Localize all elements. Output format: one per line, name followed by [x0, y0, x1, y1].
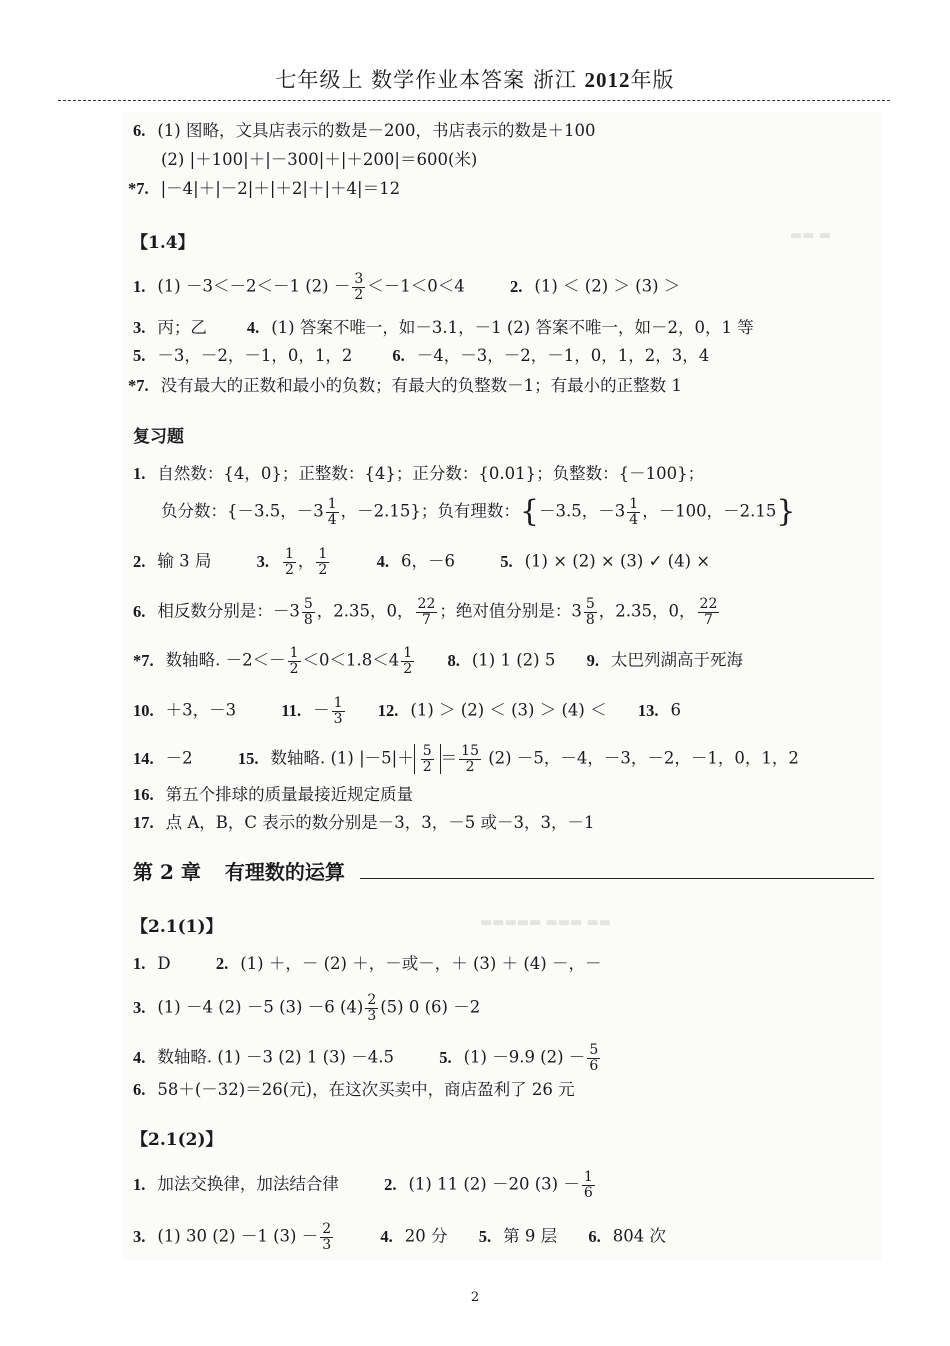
answer-line: *7. |－4|＋|－2|＋|＋2|＋|＋4|＝12 — [128, 179, 401, 198]
answer-line: 1. (1) －3＜－2＜－1 (2) － $\frac{3}{2}$ ＜－1＜0＜4 2. (1) ＜ (2) ＞ (3) ＞ — [133, 271, 681, 303]
page-header — [0, 64, 950, 94]
answer-line: 1. D 2. (1) ＋，－ (2) ＋，－或－，＋ (3) ＋ (4) －，－ — [133, 954, 602, 973]
answer-line: 16. 第五个排球的质量最接近规定质量 — [133, 785, 414, 804]
answer-line: *7. 数轴略. －2＜－ $\frac{1}{2}$ ＜0＜1.8＜4 $\frac{1}{2}$ 8. (1) 1 (2) 5 9. 太巴列湖高于死海 — [133, 645, 743, 677]
header-suffix: 年版 — [630, 68, 675, 92]
answer-line: 14. －2 15. 数轴略. (1) |－5|＋ $\frac{5}{2}$ ＝ $\frac{15}{2}$ (2) －5，－4，－3，－2，－1，0，1，2 — [133, 743, 799, 775]
answer-line: 1. 自然数：{4，0}；正整数：{4}；正分数：{0.01}；负整数：{－100}； — [133, 464, 705, 483]
header-year: 2012 — [584, 68, 631, 92]
answer-line: 6. (1) 图略，文具店表示的数是－200，书店表示的数是＋100 — [133, 121, 596, 140]
section-title: 【2.1(1)】 — [131, 917, 223, 937]
answer-line: 5. －3，－2，－1，0，1，2 6. －4，－3，－2，－1，0，1，2，3，4 — [133, 346, 710, 365]
header-rule — [58, 100, 890, 101]
answer-line: 6. 58＋(－32)＝26(元)，在这次买卖中，商店盈利了 26 元 — [133, 1080, 575, 1099]
answer-line: 3. (1) 30 (2) －1 (3) － $\frac{2}{3}$ 4. 20 分 5. 第 9 层 6. 804 次 — [133, 1221, 667, 1253]
header-title: 七年级上 数学作业本答案 浙江 — [275, 68, 577, 92]
answer-line: 17. 点 A，B，C 表示的数分别是－3，3，－5 或－3，3，－1 — [133, 813, 595, 832]
chapter-heading: 第 2 章 有理数的运算 — [133, 860, 345, 884]
section-title: 复习题 — [133, 427, 184, 447]
answer-line: 10. ＋3，－3 11. － $\frac{1}{3}$ 12. (1) ＞ (2) ＜ (3) ＞ (4) ＜ 13. 6 — [133, 695, 681, 727]
chapter-rule — [360, 878, 874, 879]
answer-line: 2. 输 3 局 3. $\frac{1}{2}$ ， $\frac{1}{2}$ 4. 6，－6 5. (1) × (2) × (3) ✓ (4) × — [133, 546, 711, 578]
answer-line: 负分数：{－3.5，－3 $\frac{1}{4}$ ，－2.15}；负有理数：{－3.5，－3 $\frac{1}{4}$ ，－100，－2.15} — [161, 494, 796, 530]
section-title: 【2.1(2)】 — [131, 1130, 223, 1150]
answer-line: 6. 相反数分别是：－3 $\frac{5}{8}$ ，2.35，0， $\frac{22}{7}$ ；绝对值分别是：3 $\frac{5}{8}$ ，2.35，0， $\frac{22}{7}$ — [133, 596, 718, 628]
answer-line: 3. (1) －4 (2) －5 (3) －6 (4) $\frac{2}{3}$ (5) 0 (6) －2 — [133, 992, 481, 1024]
answer-line: 4. 数轴略. (1) －3 (2) 1 (3) －4.5 5. (1) －9.9 (2) － $\frac{5}{6}$ — [133, 1042, 599, 1074]
bleed-through-mark: ▬▬ ▬ — [790, 228, 831, 243]
answer-line: 3. 丙；乙 4. (1) 答案不唯一，如－3.1，－1 (2) 答案不唯一，如－2，0，1 等 — [133, 318, 754, 337]
page-number: 2 — [470, 1290, 480, 1305]
section-title: 【1.4】 — [131, 233, 195, 253]
answer-line: *7. 没有最大的正数和最小的负数；有最大的负整数－1；有最小的正整数 1 — [128, 376, 682, 395]
answer-line: (2) |＋100|＋|－300|＋|＋200|＝600(米) — [161, 150, 478, 169]
answer-line: 1. 加法交换律，加法结合律 2. (1) 11 (2) －20 (3) － $\frac{1}{6}$ — [133, 1169, 593, 1201]
bleed-through-mark: ▬▬▬▬▬ ▬▬▬ ▬▬ — [480, 915, 612, 930]
